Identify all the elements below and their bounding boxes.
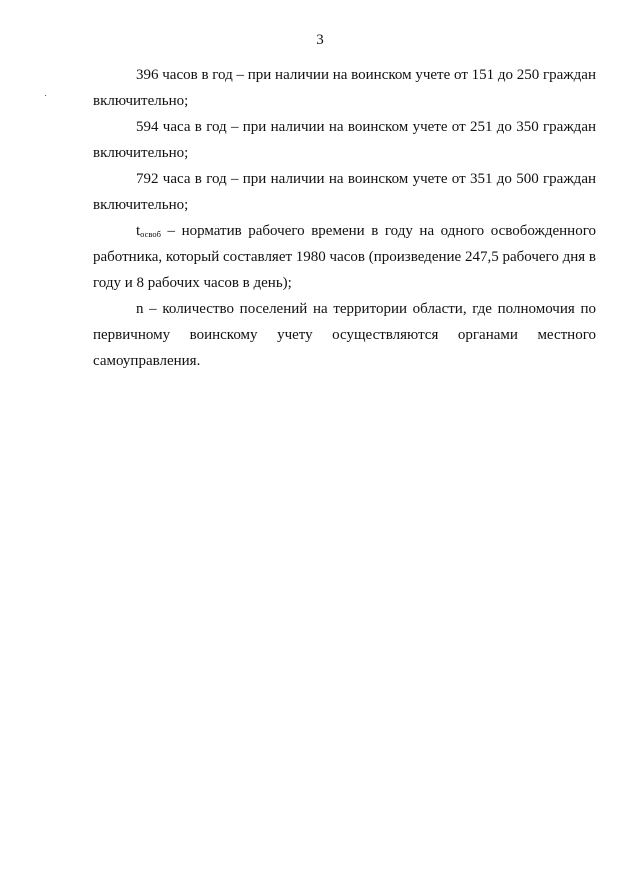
t-osvob-definition-text: – норматив рабочего времени в году на одного освобожденного работника, который составляет 1980 часов (произведение 247,5 рабочего дня в году и 8 рабочих часов в день);	[93, 223, 596, 291]
subscript-osvob: освоб	[140, 229, 161, 239]
document-body	[93, 62, 596, 374]
paragraph-t-osvob-definition	[93, 218, 596, 296]
paragraph-n-definition: n – количество поселений на территории области, где полномочия по первичному воинскому учету осуществляются органами местного самоуправления.	[93, 301, 596, 369]
paragraph-594-hours: 594 часа в год – при наличии на воинском учете от 251 до 350 граждан включительно;	[93, 119, 596, 161]
scan-speck	[45, 95, 46, 96]
page-number: 3	[316, 32, 324, 48]
symbol-t: t	[136, 223, 141, 239]
paragraph-792-hours: 792 часа в год – при наличии на воинском учете от 351 до 500 граждан включительно;	[93, 171, 596, 213]
paragraph-396-hours: 396 часов в год – при наличии на воинском учете от 151 до 250 граждан включительно;	[93, 67, 596, 109]
